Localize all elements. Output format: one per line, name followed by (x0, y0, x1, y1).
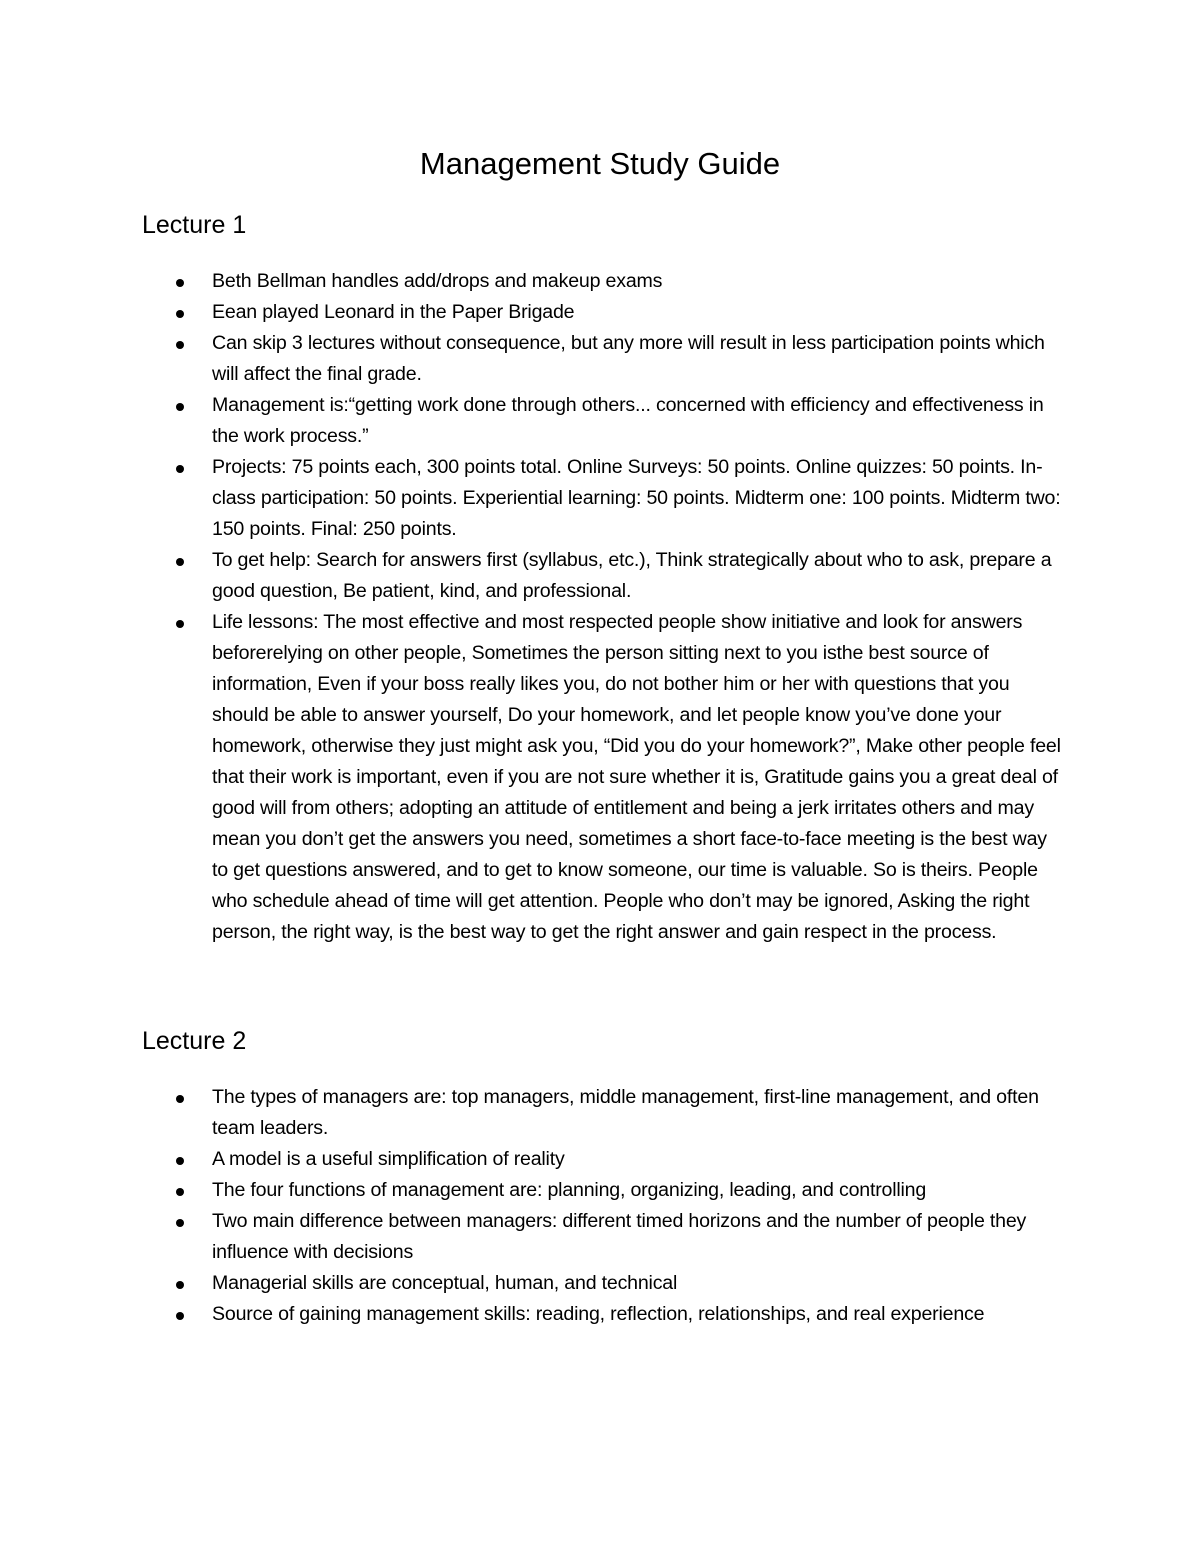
lecture-1-heading: Lecture 1 (142, 211, 247, 239)
list-item: Managerial skills are conceptual, human, and technical (142, 1268, 1062, 1299)
list-item: Two main difference between managers: different timed horizons and the number of people they influence with decisions (142, 1206, 1062, 1268)
lecture-1-section (142, 208, 1062, 948)
lecture-2-section (142, 1024, 1062, 1330)
list-item: The types of managers are: top managers, middle management, first-line management, and often team leaders. (142, 1082, 1062, 1144)
list-item: Projects: 75 points each, 300 points total. Online Surveys: 50 points. Online quizzes: 50 points. In-class participation: 50 points. Experiential learning: 50 points. Midterm one: 100 points. Midterm two: 150 points. Final: 250 points. (142, 452, 1062, 545)
list-item: Life lessons: The most effective and most respected people show initiative and look for answers beforerelying on other people, Sometimes the person sitting next to you isthe best source of information, Even if your boss really likes you, do not bother him or her with questions that you should be able to answer yourself, Do your homework, and let people know you’ve done your homework, otherwise they just might ask you, “Did you do your homework?”, Make other people feel that their work is important, even if you are not sure whether it is, Gratitude gains you a great deal of good will from others; adopting an attitude of entitlement and being a jerk irritates others and may mean you don’t get the answers you need, sometimes a short face-to-face meeting is the best way to get questions answered, and to get to know someone, our time is valuable. So is theirs. People who schedule ahead of time will get attention. People who don’t may be ignored, Asking the right person, the right way, is the best way to get the right answer and gain respect in the process. (142, 607, 1062, 948)
list-item: Source of gaining management skills: reading, reflection, relationships, and real experience (142, 1299, 1062, 1330)
list-item: The four functions of management are: planning, organizing, leading, and controlling (142, 1175, 1062, 1206)
list-item: Management is:“getting work done through others... concerned with efficiency and effectiveness in the work process.” (142, 390, 1062, 452)
list-item: To get help: Search for answers first (syllabus, etc.), Think strategically about who to ask, prepare a good question, Be patient, kind, and professional. (142, 545, 1062, 607)
lecture-2-heading: Lecture 2 (142, 1027, 247, 1055)
list-item: Beth Bellman handles add/drops and makeup exams (142, 266, 1062, 297)
lecture-2-bullet-list (142, 1082, 1062, 1330)
list-item: Eean played Leonard in the Paper Brigade (142, 297, 1062, 328)
list-item: A model is a useful simplification of reality (142, 1144, 1062, 1175)
page-title: Management Study Guide (419, 146, 781, 181)
lecture-1-bullet-list (142, 266, 1062, 948)
list-item: Can skip 3 lectures without consequence, but any more will result in less participation points which will affect the final grade. (142, 328, 1062, 390)
